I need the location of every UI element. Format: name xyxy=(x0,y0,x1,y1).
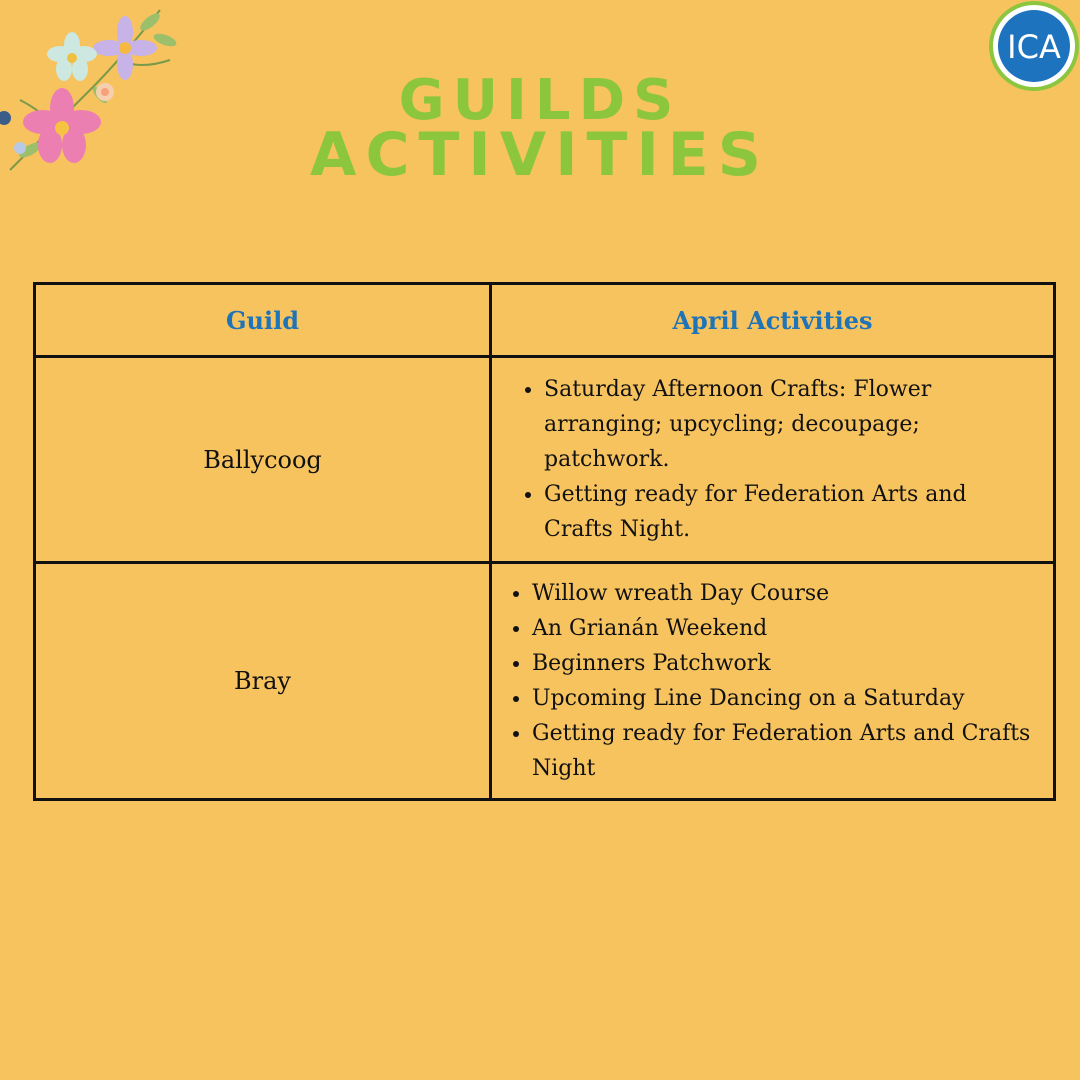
list-item: • Getting ready for Federation Arts and Crafts Night. xyxy=(544,477,1013,547)
list-item: • An Grianán Weekend xyxy=(532,611,1035,646)
guild-name: Bray xyxy=(35,563,491,800)
page-title xyxy=(0,68,1080,190)
header-activities: April Activities xyxy=(491,284,1055,357)
activities-list xyxy=(492,358,1053,561)
activities-list xyxy=(492,564,1053,798)
list-item: • Beginners Patchwork xyxy=(532,646,1035,681)
activities-cell xyxy=(491,357,1055,563)
table-row xyxy=(35,563,1055,800)
table-row xyxy=(35,357,1055,563)
logo-text: ICA xyxy=(1007,28,1061,66)
list-item: • Upcoming Line Dancing on a Saturday xyxy=(532,681,1035,716)
activities-table xyxy=(33,282,1056,801)
guild-name: Ballycoog xyxy=(35,357,491,563)
header-guild: Guild xyxy=(35,284,491,357)
title-line-1: GUILDS xyxy=(398,68,682,133)
title-line-2: ACTIVITIES xyxy=(310,120,770,190)
table-header-row xyxy=(35,284,1055,357)
activities-cell xyxy=(491,563,1055,800)
list-item: • Getting ready for Federation Arts and Crafts Night xyxy=(532,716,1035,786)
list-item: • Saturday Afternoon Crafts: Flower arranging; upcycling; decoupage; patchwork. xyxy=(544,372,1013,477)
list-item: • Willow wreath Day Course xyxy=(532,576,1035,611)
